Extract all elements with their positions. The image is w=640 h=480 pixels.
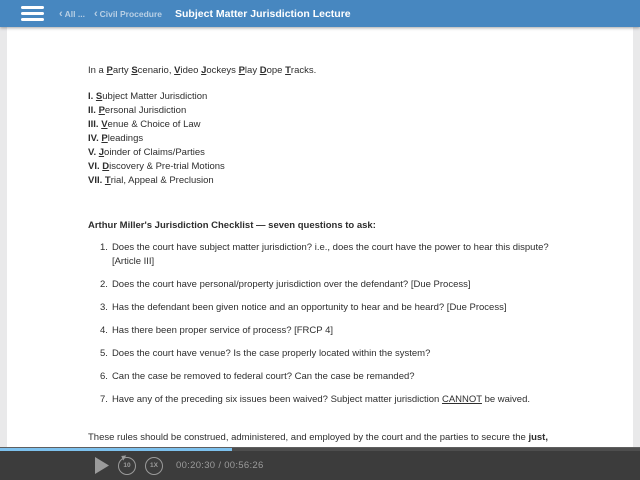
text-segment: T bbox=[285, 65, 291, 76]
breadcrumb-all-label: All ... bbox=[64, 8, 85, 19]
checklist-item bbox=[88, 324, 603, 338]
text-segment: ope bbox=[266, 65, 286, 76]
outline-numeral: II. bbox=[88, 105, 96, 116]
text-segment: arty bbox=[112, 65, 132, 76]
outline-item bbox=[88, 146, 603, 160]
checklist-item bbox=[88, 370, 603, 384]
time-display: 00:20:30 / 00:56:26 bbox=[176, 460, 264, 471]
checklist-heading: Arthur Miller's Jurisdiction Checklist — seven questions to ask: bbox=[88, 220, 376, 231]
outline-numeral: III. bbox=[88, 119, 99, 130]
text-segment: J bbox=[98, 147, 105, 158]
checklist-number: 1. bbox=[100, 242, 108, 253]
text-segment: racks. bbox=[290, 65, 317, 76]
checklist-number: 5. bbox=[100, 348, 108, 359]
checklist-text bbox=[112, 324, 333, 338]
text-segment: Has there been proper service of process? [FRCP 4] bbox=[111, 325, 334, 336]
text-segment: V bbox=[101, 119, 108, 130]
checklist-text bbox=[112, 347, 430, 361]
playback-speed-button[interactable] bbox=[145, 457, 163, 475]
text-segment: Have any of the preceding six issues been waived? Subject matter jurisdiction bbox=[111, 394, 442, 405]
text-segment: D bbox=[259, 65, 267, 76]
checklist-item bbox=[88, 393, 603, 407]
outline-item bbox=[88, 90, 603, 104]
text-segment: J bbox=[201, 65, 207, 76]
playback-speed-label: 1X bbox=[150, 462, 158, 469]
rewind-arrow-icon bbox=[120, 453, 126, 460]
breadcrumb-civil-procedure[interactable] bbox=[94, 9, 162, 19]
text-segment: CANNOT bbox=[441, 394, 482, 405]
text-segment: P bbox=[238, 65, 245, 76]
text-segment: P bbox=[98, 105, 105, 116]
checklist-text bbox=[112, 393, 530, 407]
checklist-number: 6. bbox=[100, 371, 108, 382]
outline-numeral: IV. bbox=[88, 133, 99, 144]
text-segment: [Article III] bbox=[111, 256, 155, 267]
page-title: Subject Matter Jurisdiction Lecture bbox=[175, 7, 351, 20]
outline-numeral: I. bbox=[88, 91, 94, 102]
audio-player-bar bbox=[0, 447, 640, 480]
text-segment: These rules should be construed, administered, and employed by the court and the parties to secure the bbox=[88, 432, 529, 443]
checklist-text bbox=[112, 241, 549, 269]
footer-text bbox=[88, 431, 548, 445]
checklist-text bbox=[112, 301, 507, 315]
play-icon bbox=[95, 457, 109, 474]
checklist-text bbox=[112, 370, 415, 384]
checklist-number: 7. bbox=[100, 394, 108, 405]
checklist-number: 2. bbox=[100, 279, 108, 290]
text-segment: P bbox=[101, 133, 108, 144]
text-segment: rial, Appeal & Preclusion bbox=[110, 175, 214, 186]
text-segment: oinder of Claims/Parties bbox=[104, 147, 205, 158]
top-bar bbox=[0, 0, 640, 27]
text-segment: Has the defendant been given notice and an opportunity to hear and be heard? [Due Process] bbox=[111, 302, 507, 313]
checklist-item bbox=[88, 347, 603, 361]
checklist-item bbox=[88, 241, 603, 269]
jurisdiction-checklist bbox=[88, 241, 603, 407]
text-segment: P bbox=[106, 65, 113, 76]
checklist-text bbox=[112, 278, 471, 292]
text-segment: iscovery & Pre-trial Motions bbox=[109, 161, 225, 172]
hamburger-menu-icon[interactable] bbox=[21, 6, 44, 21]
breadcrumb bbox=[59, 9, 162, 19]
checklist-item bbox=[88, 301, 603, 315]
text-segment: enue & Choice of Law bbox=[107, 119, 201, 130]
text-segment: S bbox=[95, 91, 103, 102]
lecture-notes-page bbox=[7, 27, 633, 447]
text-segment: ubject Matter Jurisdiction bbox=[102, 91, 208, 102]
text-segment: lay bbox=[244, 65, 260, 76]
text-segment: Does the court have personal/property jurisdiction over the defendant? [Due Process] bbox=[111, 279, 471, 290]
mnemonic-line bbox=[88, 64, 603, 78]
player-controls bbox=[95, 451, 640, 480]
text-segment: In a bbox=[88, 65, 107, 76]
checklist-number: 4. bbox=[100, 325, 108, 336]
rewind-10-button[interactable] bbox=[118, 457, 136, 475]
text-segment: ideo bbox=[180, 65, 202, 76]
text-segment: D bbox=[102, 161, 110, 172]
checklist-number: 3. bbox=[100, 302, 108, 313]
outline-item bbox=[88, 174, 603, 188]
text-segment: V bbox=[174, 65, 181, 76]
outline-item bbox=[88, 118, 603, 132]
play-button[interactable] bbox=[95, 457, 109, 474]
outline-item bbox=[88, 160, 603, 174]
outline-numeral: VII. bbox=[88, 175, 103, 186]
chevron-left-icon: ‹ bbox=[93, 7, 98, 20]
outline-numeral: VI. bbox=[88, 161, 100, 172]
text-segment: leadings bbox=[107, 133, 144, 144]
outline-item bbox=[88, 104, 603, 118]
text-segment: S bbox=[131, 65, 138, 76]
outline-numeral: V. bbox=[88, 147, 97, 158]
checklist-item bbox=[88, 278, 603, 292]
text-segment: Can the case be removed to federal court? Can the case be remanded? bbox=[111, 371, 415, 382]
topic-outline bbox=[88, 90, 603, 188]
text-segment: cenario, bbox=[137, 65, 175, 76]
outline-item bbox=[88, 132, 603, 146]
rewind-10-label: 10 bbox=[123, 462, 131, 469]
text-segment: Does the court have subject matter jurisdiction? i.e., does the court have the power to hear this dispute? bbox=[111, 242, 549, 253]
breadcrumb-all[interactable] bbox=[59, 9, 85, 19]
text-segment: ockeys bbox=[206, 65, 239, 76]
text-segment: T bbox=[104, 175, 111, 186]
text-segment: be waived. bbox=[481, 394, 530, 405]
breadcrumb-civil-procedure-label: Civil Procedure bbox=[99, 8, 163, 19]
chevron-left-icon: ‹ bbox=[59, 7, 63, 20]
text-segment: ersonal Jurisdiction bbox=[104, 105, 187, 116]
text-segment: Does the court have venue? Is the case properly located within the system? bbox=[111, 348, 431, 359]
text-segment: just, bbox=[528, 432, 548, 443]
